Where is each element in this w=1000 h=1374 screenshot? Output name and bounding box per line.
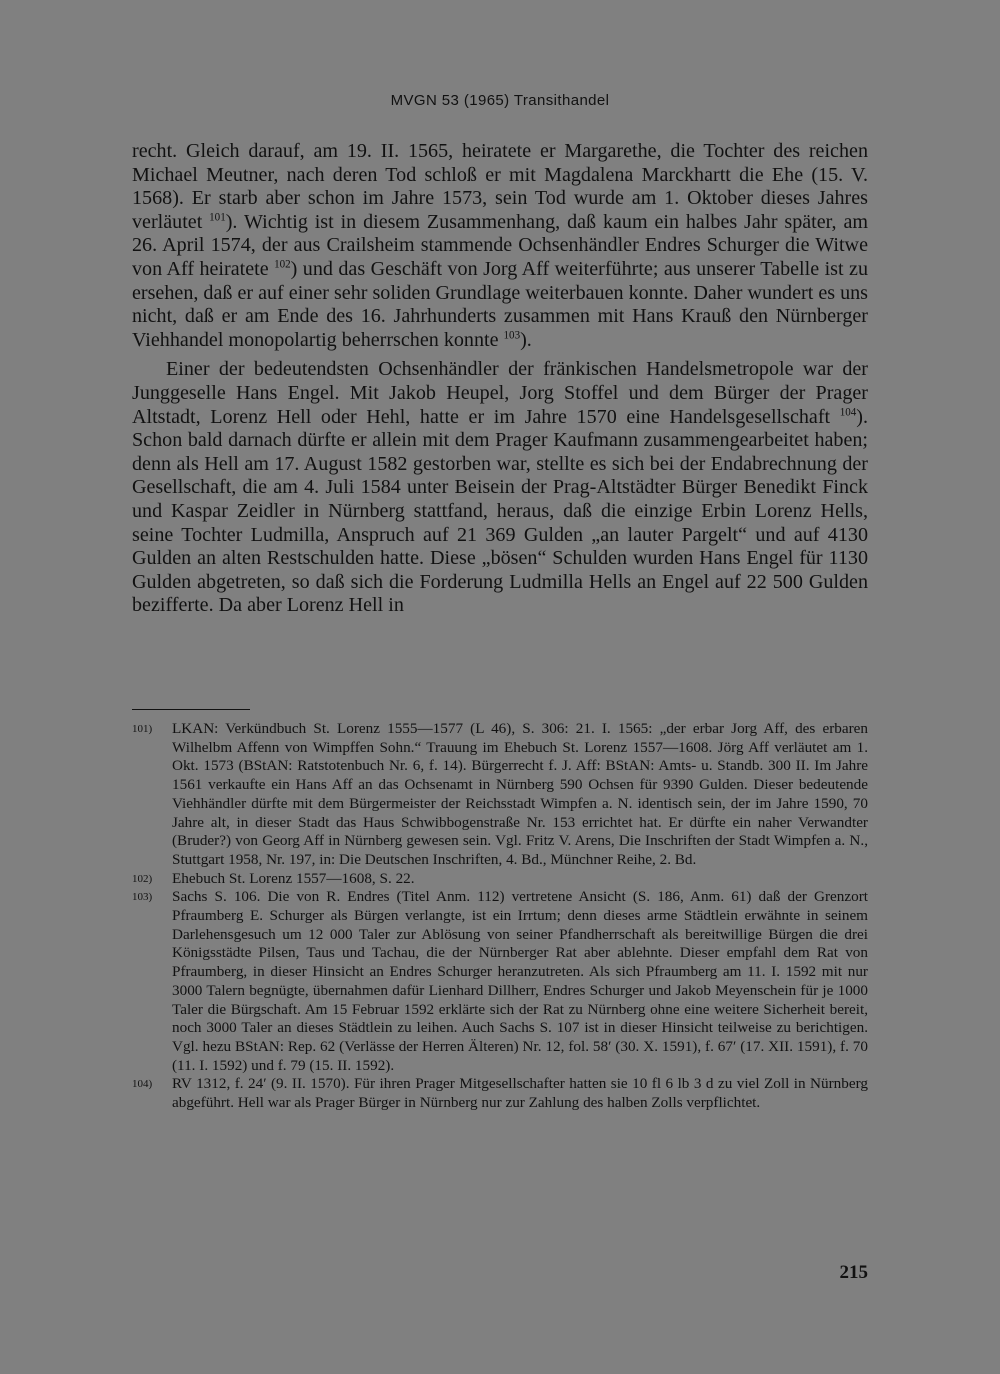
footnote-text: LKAN: Verkündbuch St. Lorenz 1555—1577 (L 46), S. 306: 21. I. 1565: „der erbar Jorg Aff, des erbaren Wilhelbm Affenn von Wimpffen Sohn.“ Trauung im Ehebuch St. Lorenz 1557—1608. Jörg Aff verläutet am 1. Okt. 1573 (BStAN: Ratstotenbuch Nr. 6, f. 14). Bürgerrecht f. J. Aff: BStAN: Amts- u. Standb. 300 II. Im Jahre 1561 verkaufte ein Hans Aff an das Ochsenamt in Nürnberg 590 Ochsen für 9390 Gulden. Dieser bedeutende Viehhändler dürfte mit dem Bürgermeister der Reichsstadt Wimpfen a. N. identisch sein, der im Jahre 1590, 70 Jahre alt, in dieser Stadt das Haus Schwibbogenstraße Nr. 153 errichtet hat. Er dürfte ein naher Verwandter (Bruder?) von Georg Aff in Nürnberg gewesen sein. Vgl. Fritz V. Arens, Die Inschriften der Stadt Wimpfen a. N., Stuttgart 1958, Nr. 197, in: Die Deutschen Inschriften, 4. Bd., Münchner Reihe, 2. Bd. <box>172 720 868 868</box>
text-segment: ) und das Geschäft von Jorg Aff weiterführte; aus unserer Tabelle ist zu ersehen, daß er auf einer sehr soliden Grundlage weiterbauen konnte. Daher wundert es uns nicht, daß er am Ende des 16. Jahrhunderts zusammen mit Hans Krauß den Nürnberger Viehhandel monopolartig beherrschen konnte <box>132 257 868 351</box>
paragraph-2 <box>132 358 868 618</box>
text-segment: ). Schon bald darnach dürfte er allein mit dem Prager Kaufmann zusammengearbeitet haben; denn als Hell am 17. August 1582 gestorben war, stellte es sich bei der Endabrechnung der Gesellschaft, die am 4. Juli 1584 unter Beisein der Prag-Altstädter Bürger Benedikt Finck und Kaspar Zeidler in Nürnberg stattfand, heraus, daß die einzige Erbin Lorenz Hells, seine Tochter Ludmilla, Anspruch auf 21 369 Gulden „an lauter Pargelt“ und auf 4130 Gulden an alten Restschulden hatte. Diese „bösen“ Schulden wurden Hans Engel für 1130 Gulden abgetreten, so daß sich die Forderung Ludmilla Hells an Engel auf 22 500 Gulden bezifferte. Da aber Lorenz Hell in <box>132 405 868 617</box>
footnote-number: 103) <box>132 891 153 904</box>
footnote-text: Sachs S. 106. Die von R. Endres (Titel Anm. 112) vertretene Ansicht (S. 186, Anm. 61) daß der Grenzort Pfraumberg E. Schurger als Bürgen verlangte, ist ein Irrtum; denn dieses arme Städtlein erwähnte in seinem Darlehensgesuch um 12 000 Taler zur Ablösung von seiner Pfandherrschaft als bereitwillige Bürgen die drei Königsstädte Pilsen, Taus und Tachau, die der Nürnberger Rat aber ablehnte. Dieser empfahl dem Rat von Pfraumberg, in dieser Hinsicht an Endres Schurger heranzutreten. Als sich Pfraumberg am 11. I. 1592 mit nur 3000 Talern begnügte, übernahmen dafür Lienhard Dillherr, Endres Schurger und Jakob Meyenschein für je 1000 Taler die Bürgschaft. Am 15 Februar 1592 erklärte sich der Rat zu Nürnberg ohne eine weitere Sicherheit bereit, noch 3000 Taler an dieses Städtlein zu leihen. Auch Sachs S. 107 ist in dieser Hinsicht teilweise zu berichtigen. Vgl. hezu BStAN: Rep. 62 (Verlässe der Herren Älteren) Nr. 12, fol. 58′ (30. X. 1591), f. 67′ (17. XII. 1591), f. 70 (11. I. 1592) und f. 79 (15. II. 1592). <box>172 888 868 1074</box>
text-segment: ). Wichtig ist in diesem Zusammenhang, daß kaum ein halbes Jahr später, am 26. April 1574, der aus Crailsheim stammende Ochsenhändler Endres Schurger die Witwe von Aff heiratete <box>132 210 868 280</box>
footnote-number: 101) <box>132 723 153 735</box>
running-head: MVGN 53 (1965) Transithandel <box>390 92 610 109</box>
text-segment: Einer der bedeutendsten Ochsenhändler der fränkischen Handelsmetropole war der Junggeselle Hans Engel. Mit Jakob Heupel, Jorg Stoffel und dem Bürger der Prager Altstadt, Lorenz Hell oder Hehl, hatte er im Jahre 1570 eine Handelsgesellschaft <box>132 358 868 428</box>
paragraph-1 <box>132 140 868 352</box>
footnote-ref: 104 <box>839 405 857 418</box>
text-segment: recht. Gleich darauf, am 19. II. 1565, heiratete er Margarethe, die Tochter des reichen Michael Meutner, nach deren Tod schloß er mit Magdalena Marckhartt die Ehe (15. V. 1568). Er starb aber schon im Jahre 1573, sein Tod wurde am 1. Oktober dieses Jahres verläutet <box>132 140 868 233</box>
page-number: 215 <box>839 1262 868 1283</box>
footnote-ref: 103 <box>503 329 521 342</box>
text-segment: ). <box>520 328 532 351</box>
footnote-number: 104) <box>132 1078 153 1091</box>
footnote <box>132 1075 868 1112</box>
footnote-text: RV 1312, f. 24′ (9. II. 1570). Für ihren Prager Mitgesellschafter hatten sie 10 fl 6 lb 3 d zu viel Zoll in Nürnberg abgeführt. Hell war als Prager Bürger in Nürnberg nur zur Zahlung des halben Zolls verpflichtet. <box>172 1075 868 1112</box>
footnote-text: Ehebuch St. Lorenz 1557—1608, S. 22. <box>172 869 415 887</box>
body-text <box>132 140 868 618</box>
footnote <box>132 720 868 870</box>
footnote-separator <box>132 709 250 710</box>
footnote <box>132 888 868 1075</box>
footnote-ref: 102 <box>274 258 291 271</box>
footnote-ref: 101 <box>209 211 226 224</box>
footnote <box>132 870 868 889</box>
footnote-number: 102) <box>132 872 153 885</box>
footnotes <box>132 720 868 1113</box>
